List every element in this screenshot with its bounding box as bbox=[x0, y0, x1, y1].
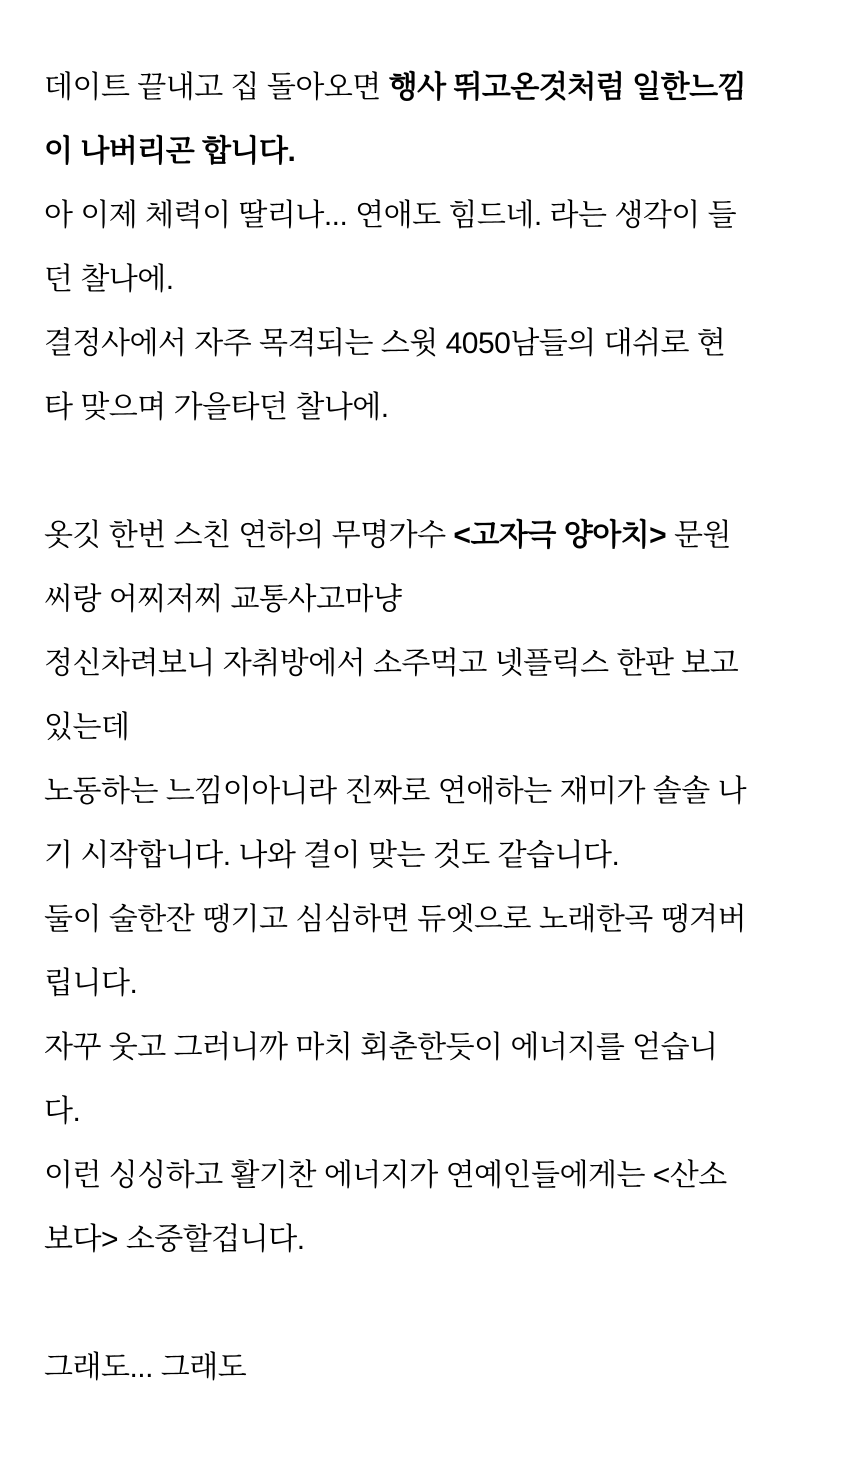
text-segment: 옷깃 한번 스친 연하의 무명가수 bbox=[44, 519, 454, 552]
text-line bbox=[44, 760, 809, 824]
text-segment: 데이트 끝내고 집 돌아오면 bbox=[44, 71, 389, 104]
text-line bbox=[44, 952, 809, 1016]
text-line bbox=[44, 568, 809, 632]
text-segment: 결정사에서 자주 목격되는 스윗 4050남들의 대쉬로 현 bbox=[44, 327, 726, 360]
text-line bbox=[44, 248, 809, 312]
text-segment: 기 시작합니다. 나와 결이 맞는 것도 같습니다. bbox=[44, 839, 620, 872]
blank-line bbox=[44, 440, 809, 504]
text-line bbox=[44, 1080, 809, 1144]
text-segment: 둘이 술한잔 땡기고 심심하면 듀엣으로 노래한곡 땡겨버 bbox=[44, 903, 747, 936]
text-segment: 자꾸 웃고 그러니까 마치 회춘한듯이 에너지를 얻습니 bbox=[44, 1031, 718, 1064]
text-segment: 립니다. bbox=[44, 967, 138, 1000]
blank-line bbox=[44, 1272, 809, 1336]
text-line bbox=[44, 1336, 809, 1400]
text-segment: 정신차려보니 자취방에서 소주먹고 넷플릭스 한판 보고 bbox=[44, 647, 739, 680]
text-line bbox=[44, 888, 809, 952]
text-segment: 그래도... 그래도 bbox=[44, 1351, 247, 1384]
text-line bbox=[44, 696, 809, 760]
text-segment: 노동하는 느낌이아니라 진짜로 연애하는 재미가 솔솔 나 bbox=[44, 775, 747, 808]
text-segment: 아 이제 체력이 딸리나... 연애도 힘드네. 라는 생각이 들 bbox=[44, 199, 737, 232]
text-segment: 보다> 소중할겁니다. bbox=[44, 1223, 305, 1256]
text-line bbox=[44, 120, 809, 184]
text-line bbox=[44, 56, 809, 120]
bold-text-segment: 행사 뛰고온것처럼 일한느낌 bbox=[388, 71, 747, 104]
text-segment: 타 맞으며 가을타던 찰나에. bbox=[44, 391, 389, 424]
text-line bbox=[44, 632, 809, 696]
text-segment: 던 찰나에. bbox=[44, 263, 174, 296]
text-line bbox=[44, 1016, 809, 1080]
text-segment: 문원 bbox=[666, 519, 731, 552]
bold-text-segment: <고자극 양아치> bbox=[453, 519, 667, 552]
text-line bbox=[44, 824, 809, 888]
text-segment: 이런 싱싱하고 활기찬 에너지가 연예인들에게는 <산소 bbox=[44, 1159, 727, 1192]
text-line bbox=[44, 376, 809, 440]
text-line bbox=[44, 312, 809, 376]
text-segment: 있는데 bbox=[44, 711, 130, 744]
text-line bbox=[44, 504, 809, 568]
text-line bbox=[44, 184, 809, 248]
text-line bbox=[44, 1208, 809, 1272]
text-segment: 다. bbox=[44, 1095, 81, 1128]
text-line bbox=[44, 1144, 809, 1208]
bold-text-segment: 이 나버리곤 합니다. bbox=[44, 135, 296, 168]
text-segment: 씨랑 어찌저찌 교통사고마냥 bbox=[44, 583, 402, 616]
